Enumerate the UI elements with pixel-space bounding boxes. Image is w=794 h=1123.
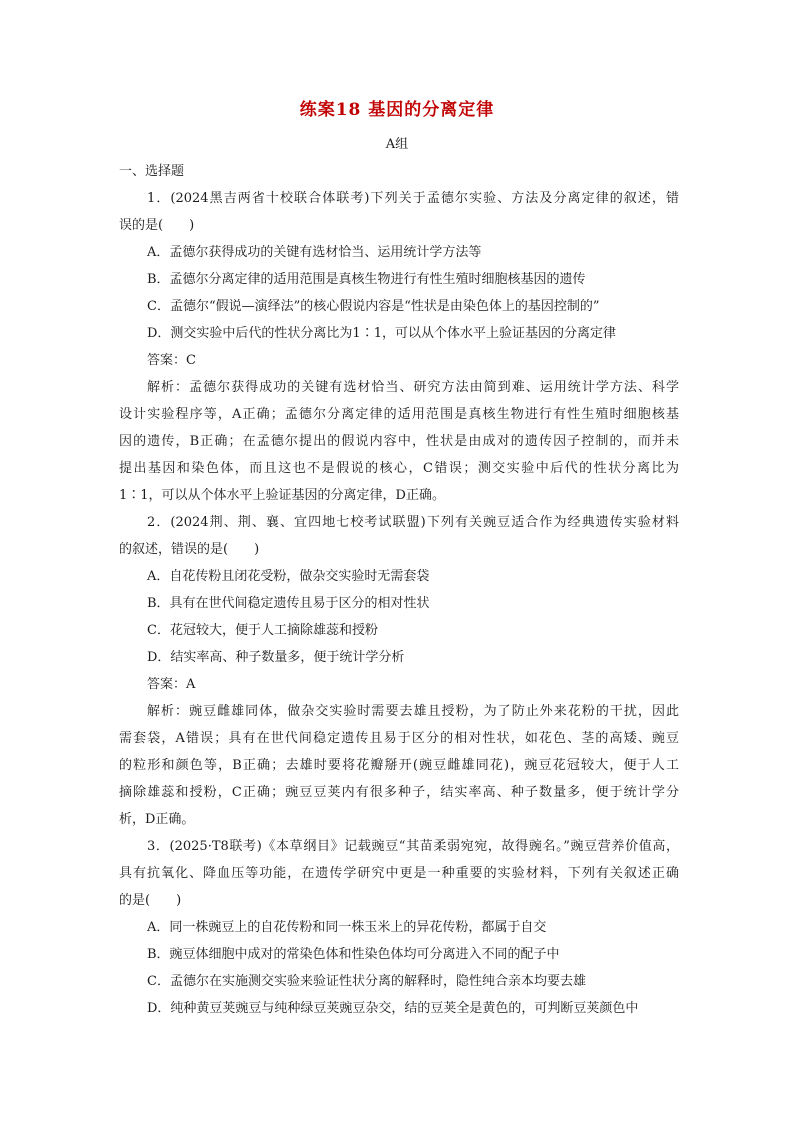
question-stem-line: 2．(2024荆、荆、襄、宜四地七校考试联盟)下列有关豌豆适合作为经典遗传实验材料: [147, 515, 679, 530]
analysis-line: 的粒形和颜色等，B正确；去雄时要将花瓣掰开(豌豆雌雄同花)，豌豆花冠较大，便于人工: [119, 758, 679, 773]
question-options: [119, 914, 679, 1022]
question-stem-line: 的是( ): [119, 893, 182, 908]
analysis-line: 解析：豌豆雌雄同体，做杂交实验时需要去雄且授粉，为了防止外来花粉的干扰，因此: [147, 704, 679, 719]
analysis-line: 析，D正确。: [119, 812, 195, 827]
analysis-line: 因的遗传，B正确；在孟德尔提出的假说内容中，性状是由成对的遗传因子控制的，而并未: [119, 434, 679, 449]
question-stem-line: 误的是( ): [119, 218, 195, 233]
page-title: 练案18 基因的分离定律: [299, 100, 495, 120]
analysis-line: 提出基因和染色体，而且这也不是假说的核心，C错误；测交实验中后代的性状分离比为: [119, 461, 679, 476]
option-c: C．花冠较大，便于人工摘除雄蕊和授粉: [147, 623, 378, 638]
group-heading: A组: [385, 137, 409, 152]
analysis-line: 设计实验程序等，A正确；孟德尔分离定律的适用范围是真核生物进行有性生殖时细胞核基: [119, 407, 679, 422]
question-3: [119, 833, 679, 1022]
section-heading: 一、选择题: [119, 164, 185, 179]
option-d: D．纯种黄豆荚豌豆与纯种绿豆荚豌豆杂交，结的豆荚全是黄色的，可判断豆荚颜色中: [147, 1001, 639, 1016]
option-c: C．孟德尔在实施测交实验来验证性状分离的解释时，隐性纯合亲本均要去雄: [147, 974, 586, 989]
question-options: [119, 239, 679, 347]
option-b: B．豌豆体细胞中成对的常染色体和性染色体均可分离进入不同的配子中: [147, 947, 560, 962]
question-stem-line: 3．(2025·T8联考)《本草纲目》记载豌豆“其苗柔弱宛宛，故得豌名。”豌豆营养价值高，: [147, 839, 679, 854]
question-stem-line: 1．(2024黑吉两省十校联合体联考)下列关于孟德尔实验、方法及分离定律的叙述，错: [147, 191, 679, 206]
question-2: [119, 509, 679, 833]
question-stem-line: 的叙述，错误的是( ): [119, 542, 260, 557]
option-b: B．孟德尔分离定律的适用范围是真核生物进行有性生殖时细胞核基因的遗传: [147, 272, 586, 287]
question-options: [119, 563, 679, 671]
analysis-line: 需套袋，A错误；具有在世代间稳定遗传且易于区分的相对性状，如花色、茎的高矮、豌豆: [119, 731, 679, 746]
option-a: A．自花传粉且闭花受粉，做杂交实验时无需套袋: [147, 569, 430, 584]
document-body: [119, 158, 679, 1022]
question-1: [119, 185, 679, 509]
question-stem-line: 具有抗氧化、降血压等功能，在遗传学研究中更是一种重要的实验材料，下列有关叙述正确: [119, 866, 679, 881]
answer: 答案：A: [147, 677, 196, 692]
option-b: B．具有在世代间稳定遗传且易于区分的相对性状: [147, 596, 430, 611]
option-a: A．同一株豌豆上的自花传粉和同一株玉米上的异花传粉，都属于自交: [147, 920, 547, 935]
analysis-line: 解析：孟德尔获得成功的关键有选材恰当、研究方法由简到难、运用统计学方法、科学: [147, 380, 679, 395]
answer: 答案：C: [147, 353, 196, 368]
option-d: D．测交实验中后代的性状分离比为1∶1，可以从个体水平上验证基因的分离定律: [147, 326, 616, 341]
option-d: D．结实率高、种子数量多，便于统计学分析: [147, 650, 405, 665]
analysis-line: 摘除雄蕊和授粉，C正确；豌豆豆荚内有很多种子，结实率高、种子数量多，便于统计学分: [119, 785, 679, 800]
option-a: A．孟德尔获得成功的关键有选材恰当、运用统计学方法等: [147, 245, 482, 260]
analysis-line: 1∶1，可以从个体水平上验证基因的分离定律，D正确。: [119, 488, 445, 503]
option-c: C．孟德尔“假说—演绎法”的核心假说内容是“性状是由染色体上的基因控制的”: [147, 299, 600, 314]
